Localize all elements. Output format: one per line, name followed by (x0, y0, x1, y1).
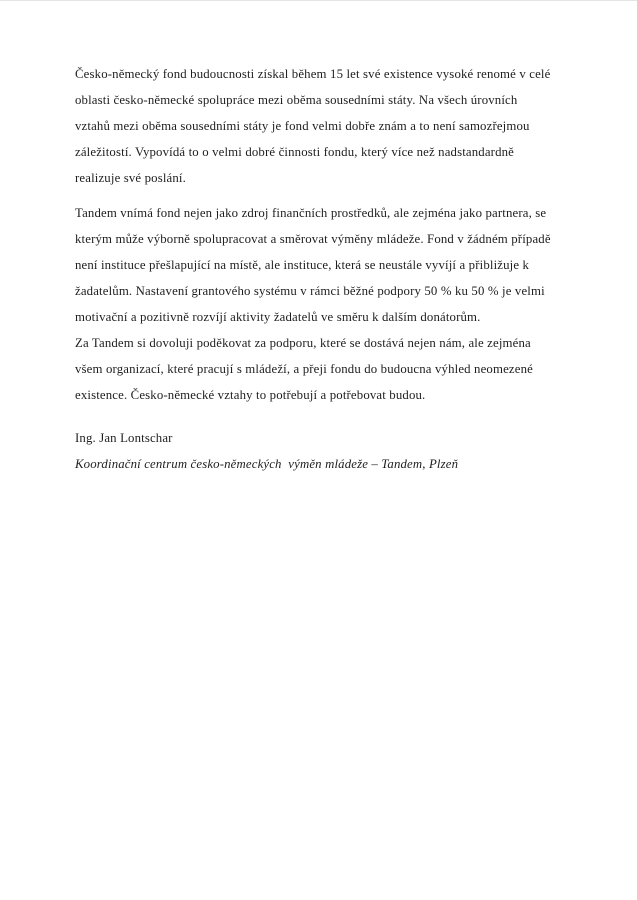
paragraph-2 (75, 200, 582, 330)
text-line: realizuje své poslání. (75, 171, 186, 185)
text-line: Tandem vnímá fond nejen jako zdroj finančních prostředků, ale zejména jako partnera, se (75, 206, 547, 220)
signature-organization: Koordinační centrum česko-německých výměn mládeže – Tandem, Plzeň (75, 457, 459, 471)
text-line: žadatelům. Nastavení grantového systému v rámci běžné podpory 50 % ku 50 % je velmi (75, 284, 545, 298)
signature-name: Ing. Jan Lontschar (75, 431, 173, 445)
text-line: všem organizací, které pracují s mládeží, a přeji fondu do budoucna výhled neomezené (75, 362, 533, 376)
paragraph-1 (75, 61, 582, 191)
signature-block (75, 425, 582, 477)
text-line: záležitostí. Vypovídá to o velmi dobré činnosti fondu, který více než nadstandardně (75, 145, 515, 159)
text-line: motivační a pozitivně rozvíjí aktivity žadatelů ve směru k dalším donátorům. (75, 310, 481, 324)
paragraph-3 (75, 330, 582, 408)
text-line: oblasti česko-německé spolupráce mezi oběma sousedními státy. Na všech úrovních (75, 93, 518, 107)
text-line: není instituce přešlapující na místě, ale instituce, která se neustále vyvíjí a přibližuje k (75, 258, 530, 272)
text-line: Česko-německý fond budoucnosti získal během 15 let své existence vysoké renomé v celé (75, 67, 551, 81)
text-line: kterým může výborně spolupracovat a směrovat výměny mládeže. Fond v žádném případě (75, 232, 551, 246)
text-line: existence. Česko-německé vztahy to potřebují a potřebovat budou. (75, 388, 426, 402)
text-line: vztahů mezi oběma sousedními státy je fond velmi dobře znám a to není samozřejmou (75, 119, 530, 133)
text-line: Za Tandem si dovoluji poděkovat za podporu, které se dostává nejen nám, ale zejména (75, 336, 531, 350)
